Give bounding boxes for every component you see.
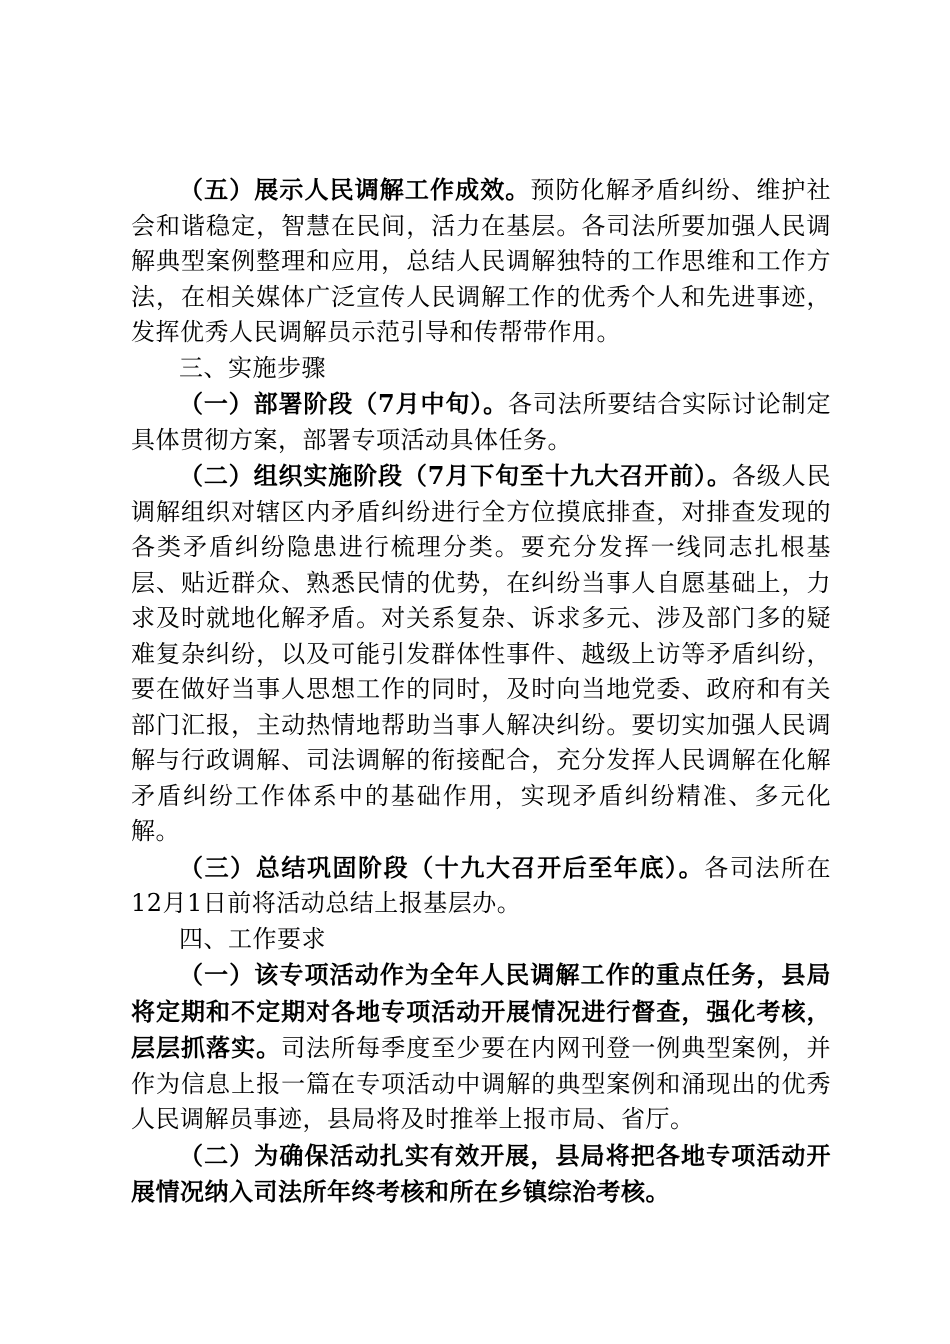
paragraph-deployment-stage	[131, 386, 831, 458]
paragraph-body: 预防化解矛盾纠纷、维护社会和谐稳定，智慧在民间，活力在基层。各司法所要加强人民调解典型案例整理和应用，总结人民调解独特的工作思维和工作方法，在相关媒体广泛宣传人民调解工作的优秀个人和先进事迹，发挥优秀人民调解员示范引导和传帮带作用。	[131, 176, 832, 346]
paragraph-requirement-two	[131, 1138, 831, 1211]
section-heading-implementation-steps: 三、实施步骤	[179, 353, 326, 382]
paragraph-lead: （二）为确保活动扎实有效开展，县局将把各地专项活动开展情况纳入司法所年终考核和所在乡镇综治考核。	[131, 1140, 831, 1206]
paragraph-requirement-one	[131, 957, 831, 1138]
paragraph-lead: （二）组织实施阶段（7月下旬至十九大召开前）。	[179, 461, 732, 490]
paragraph-lead: （三）总结巩固阶段（十九大召开后至年底）。	[179, 852, 705, 882]
paragraph-lead: （一）部署阶段（7月中旬）。	[179, 389, 508, 418]
paragraph-body: 各级人民调解组织对辖区内矛盾纠纷进行全方位摸底排查，对排查发现的各类矛盾纠纷隐患进行梳理分类。要充分发挥一线同志扎根基层、贴近群众、熟悉民情的优势，在纠纷当事人自愿基础上，力求及时就地化解矛盾。对关系复杂、诉求多元、涉及部门多的疑难复杂纠纷，以及可能引发群体性事件、越级上访等矛盾纠纷，要在做好当事人思想工作的同时，及时向当地党委、政府和有关部门汇报，主动热情地帮助当事人解决纠纷。要切实加强人民调解与行政调解、司法调解的衔接配合，充分发挥人民调解在化解矛盾纠纷工作体系中的基础作用，实现矛盾纠纷精准、多元化解。	[131, 462, 832, 845]
document-page	[131, 172, 831, 1211]
paragraph-body: 各司法所在12月1日前将活动总结上报基层办。	[131, 853, 832, 917]
paragraph-lead: （一）该专项活动作为全年人民调解工作的重点任务，县局将定期和不定期对各地专项活动开展情况进行督查，强化考核，层层抓落实。	[131, 960, 831, 1062]
paragraph-showcase-results	[131, 172, 831, 351]
paragraph-body: 司法所每季度至少要在内网刊登一例典型案例，并作为信息上报一篇在专项活动中调解的典型案例和涌现出的优秀人民调解员事迹，县局将及时推举上报市局、省厅。	[131, 1034, 832, 1133]
paragraph-body: 各司法所要结合实际讨论制定具体贯彻方案，部署专项活动具体任务。	[131, 390, 832, 454]
paragraph-summary-stage	[131, 850, 831, 922]
paragraph-lead: （五）展示人民调解工作成效。	[179, 175, 531, 204]
section-heading-work-requirements: 四、工作要求	[179, 924, 326, 953]
paragraph-implementation-stage	[131, 458, 831, 850]
